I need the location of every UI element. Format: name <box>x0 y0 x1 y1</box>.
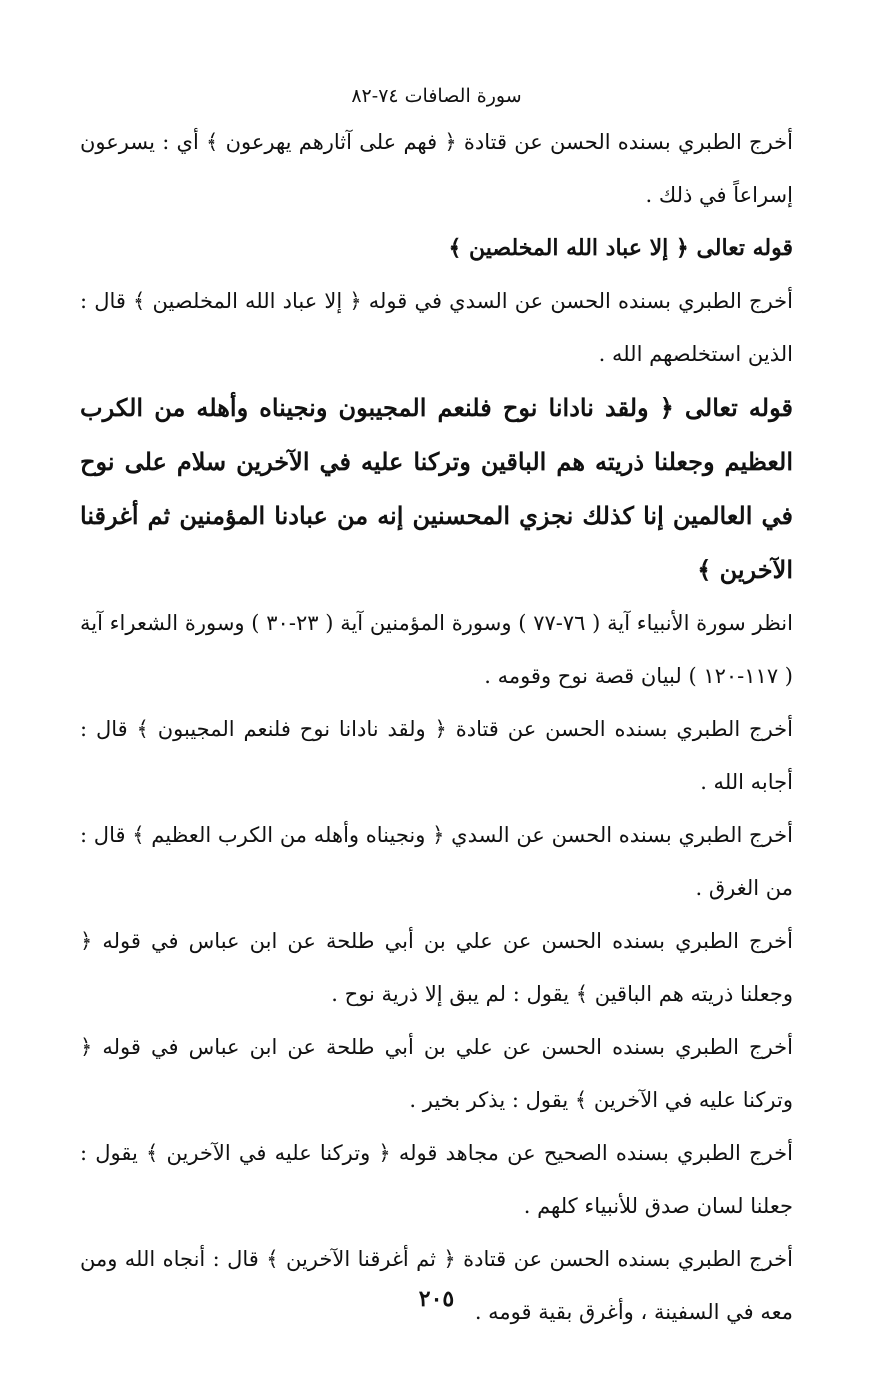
paragraph-6: أخرج الطبري بسنده الحسن عن علي بن أبي طلحة عن ابن عباس في قوله ﴿ وجعلنا ذريته هم الباقين ﴾ يقول : لم يبق إلا ذرية نوح . <box>80 929 793 1006</box>
paragraph-5: أخرج الطبري بسنده الحسن عن السدي ﴿ ونجيناه وأهله من الكرب العظيم ﴾ قال : من الغرق . <box>80 823 793 900</box>
heading-verses-75-82: قوله تعالى ﴿ ولقد نادانا نوح فلنعم المجيبون ونجيناه وأهله من الكرب العظيم وجعلنا ذريته هم الباقين وتركنا عليه في الآخرين سلام على نوح في العالمين إنا كذلك نجزي المحسنين إنه من عبادنا المؤمنين ثم أغرقنا الآخرين ﴾ <box>80 393 793 584</box>
paragraph-9: أخرج الطبري بسنده الحسن عن قتادة ﴿ ثم أغرقنا الآخرين ﴾ قال : أنجاه الله ومن معه في السفينة ، وأغرق بقية قومه . <box>80 1247 793 1324</box>
paragraph-8: أخرج الطبري بسنده الصحيح عن مجاهد قوله ﴿ وتركنا عليه في الآخرين ﴾ يقول : جعلنا لسان صدق للأنبياء كلهم . <box>80 1141 793 1218</box>
paragraph-1: أخرج الطبري بسنده الحسن عن قتادة ﴿ فهم على آثارهم يهرعون ﴾ أي : يسرعون إسراعاً في ذلك . <box>80 130 793 207</box>
paragraph-2: أخرج الطبري بسنده الحسن عن السدي في قوله ﴿ إلا عباد الله المخلصين ﴾ قال : الذين استخلصهم الله . <box>80 289 793 366</box>
paragraph-3: انظر سورة الأنبياء آية ( ٧٦-٧٧ ) وسورة المؤمنين آية ( ٢٣-٣٠ ) وسورة الشعراء آية ( ١١٧-١٢٠ ) لبيان قصة نوح وقومه . <box>80 611 793 688</box>
heading-verse-40: قوله تعالى ﴿ إلا عباد الله المخلصين ﴾ <box>448 235 793 261</box>
running-head: سورة الصافات ٧٤-٨٢ <box>351 85 522 107</box>
paragraph-7: أخرج الطبري بسنده الحسن عن علي بن أبي طلحة عن ابن عباس في قوله ﴿ وتركنا عليه في الآخرين ﴾ يقول : يذكر بخير . <box>80 1035 793 1112</box>
paragraph-4: أخرج الطبري بسنده الحسن عن قتادة ﴿ ولقد نادانا نوح فلنعم المجيبون ﴾ قال : أجابه الله . <box>80 717 793 794</box>
page-number: ٢٠٥ <box>418 1286 455 1312</box>
